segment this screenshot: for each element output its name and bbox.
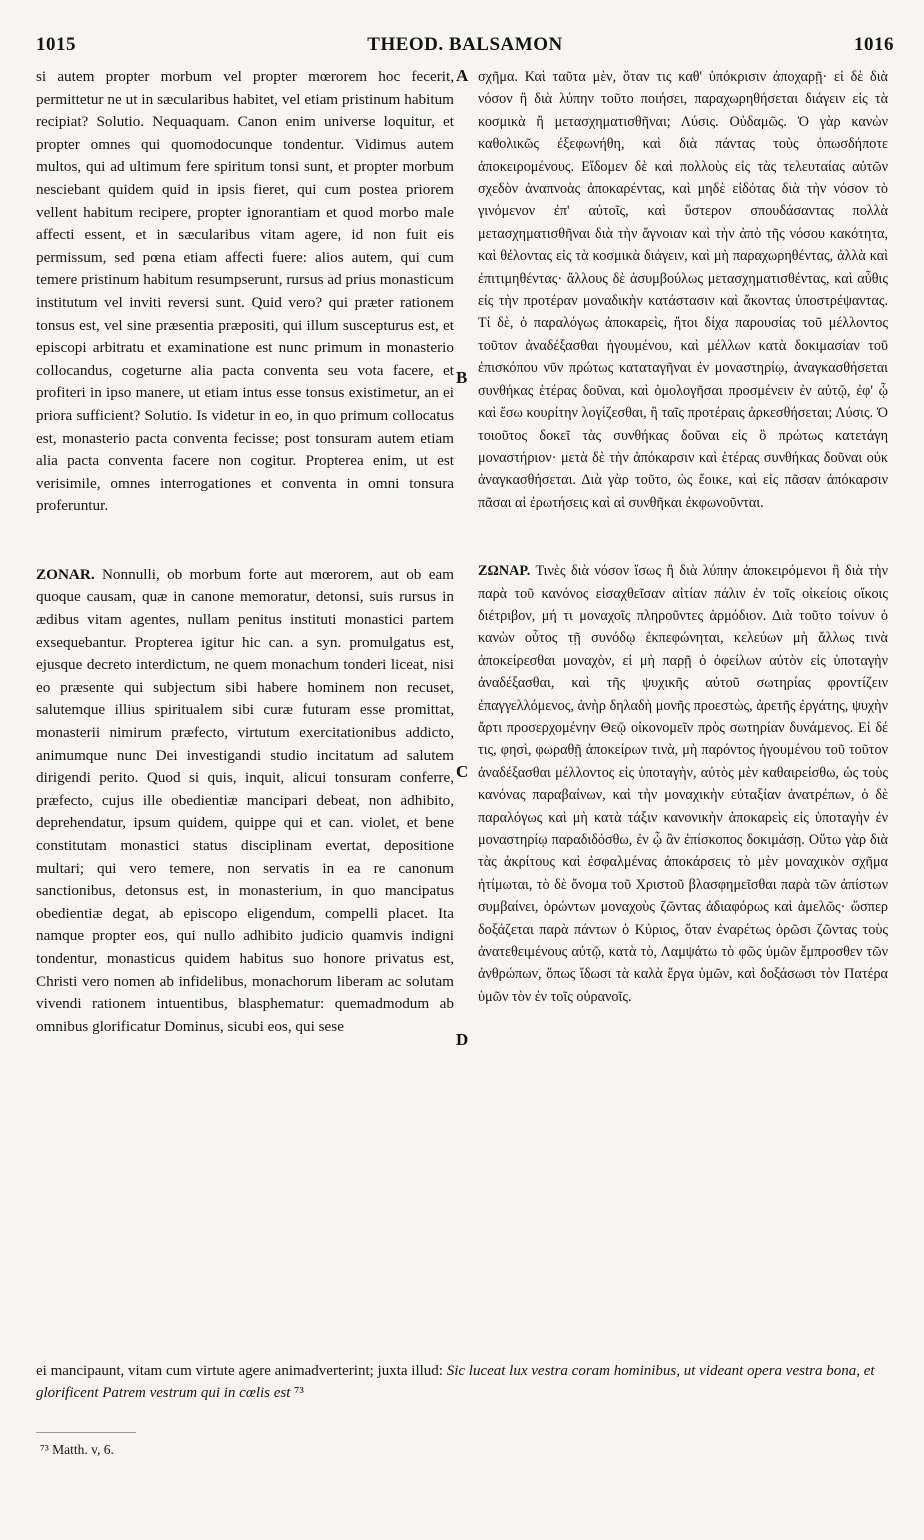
latin-paragraph-zonaras <box>36 564 454 1038</box>
running-title: THEOD. BALSAMON <box>367 34 563 55</box>
margin-marker-d: D <box>456 1030 469 1049</box>
latin-zonaras-text: Nonnulli, ob morbum forte aut mœrorem, aut ob eam quoque causam, quæ in canone memoratur, detonsi, suis rursus in ædibus vitam agentes, nullam penitus instituti monastici partem exsequebantur. Propterea igitur hic can. a syn. promulgatus est, ejusque decreto interdictum, ne quem monachum tonderi liceat, nisi eo præsente qui subjectum sibi habere hominem non recuset, salutemque illius spiritualem sibi curæ futuram esse promittat, monasterii nimirum præfecto, virtutum exercitationibus addicto, animumque nunc Dei investigandi studio incitatum ad salutem dirigendi perito. Quod si quis, inquit, alicui tonsuram conferre, præfecto, cujus ille obedientiæ mancipari debeat, non adhibito, deprehendatur, ipsum quidem, quippe qui et can. violet, et bene constitutam monastici status disciplinam evertat, depositione multari; qui vero temere, non servatis in ea re canonum sanctionibus, detonsus est, in monasterium, in quo mancipatus obedientiæ degat, ab episcopo eligendum, compelli placet. Ita namque propter eos, qui nullo adhibito judicio quamvis indigni tondentur, monasticus quidem habitus suo honore privatus est, Christi vero nomen ab infidelibus, monachorum liberam ac solutam vivendi rationem intuentibus, blasphematur: quemadmodum ab omnibus glorificatur Dominus, sicubi eos, qui sese <box>36 565 454 1035</box>
latin-paragraph-balsamon: si autem propter morbum vel propter mœrorem hoc fecerit, permittetur ne ut in sæcularibus habitet, vel etiam pristinum habitum recipiat? Solutio. Nequaquam. Canon enim universe loquitur, et propter omnes qui quomodocunque tondentur. Vidimus autem multos, qui ad ultimum fere spiritum tonsi sunt, et propter morbum nesciebant quidem quid in ipsis fieret, qui cum postea priorem vellent habitum recipere, propter ignorantiam et quod morbo male affecti essent, et in sæcularibus vitam agere, id non fuit eis permissum, sed pœna etiam affecti fuere: alios autem, qui cum temere pristinum habitum resumpserunt, rursus ad prius monasticum institutum vel inviti reversi sunt. Quid vero? qui præter rationem tonsus est, vel sine præsentia præpositi, qui illum suscepturus est, et episcopi arbitratu et examinatione est nunc primum in monasterio collocandus, cogeturne alia pacta conventa seu vota facere, et profiteri in ipso manere, ut etiam intus esse tonsus existimetur, an ei priora sufficient? Solutio. Is videtur in eo, in quo primum collocatus est, monasterio pacta conventa fecisse; post tonsuram autem etiam alia pacta conventa facere non cogitur. Propterea enim, ut est verisimile, omnes interrogationes et conventa in omni tonsura proferuntur. <box>36 68 454 515</box>
greek-zonaras-text: Τινὲς διὰ νόσον ἴσως ἢ διὰ λύπην ἀποκειρόμενοι ἢ διὰ τὴν παρὰ τοῦ κανόνος εἰσαχθεῖσαν αἰτίαν πάλιν ἐν τοῖς οἰκείοις οἴκοις διέτριβον, μή τι μοναχοῖς πληροῦντες ἁρμόδιον. Διὰ τοῦτο τοίνυν ὁ κανὼν οὗτος τῇ συνόδῳ ἐκπεφώνηται, κελεύων μὴ ἄλλως τινὰ ἀποκείρεσθαι μοναχὸν, εἰ μὴ παρῇ ὁ ὀφείλων αὐτὸν εἰς ὑποταγὴν ἀναδέξασθαι, καὶ τῆς ψυχικῆς αὐτοῦ σωτηρίας φροντίζειν ἐπαγγελλόμενος, ἀνὴρ δηλαδὴ μονῆς προεστὼς, ἀρετῆς ἐργάτης, ψυχὴν ἄρτι προσερχομένην Θεῷ οἰκονομεῖν πρὸς σωτηρίαν δυνάμενος. Εἰ δέ τις, φησὶ, φωραθῇ ἀποκείρων τινὰ, μὴ παρόντος ἡγουμένου τοῦ τοῦτον ἀναδέξασθαι μέλλοντος εἰς ὑποταγὴν, αὐτὸς μὲν καθαιρείσθω, ὡς τοὺς κανόνας παραβαίνων, καὶ τὴν μοναχικὴν εὐταξίαν ἀνατρέπων, ὁ δὲ παραλόγως καὶ μὴ κατὰ τάξιν κανονικὴν ἀποκαρεὶς εἰς ὑποταγὴν ἐν μοναστηρίῳ παραδιδόσθω, ἐν ᾧ ἂν ἐπίσκοπος δοκιμάσῃ. Οὕτω γὰρ διὰ τὰς ἀκρίτους καὶ ἐσφαλμένας ἀποκάρσεις τὸ μὲν μοναχικὸν σχῆμα ἠτίμωται, τὸ δὲ ὄνομα τοῦ Χριστοῦ βλασφημεῖσθαι παρὰ τῶν ἀπίστων συμβαίνει, ὁρώντων μοναχοὺς ζῶντας ἀδιαφόρως καὶ ἀμελῶς· ὥσπερ δοξάζεται παρὰ πάντων ὁ Κύριος, ὅταν ἐναρέτως ὁρῶσι ζῶντας τοὺς ἀνατεθειμένους αὐτῷ, κατὰ τὸ, Λαμψάτω τὸ φῶς ὑμῶν ἔμπροσθεν τῶν ἀνθρώπων, ὅπως ἴδωσι τὰ καλὰ ἔργα ὑμῶν, καὶ δοξάσωσι τὸν Πατέρα ὑμῶν τὸν ἐν τοῖς οὐρανοῖς. <box>478 563 888 1005</box>
continuation-quote: Sic luceat lux vestra coram hominibus, ut videant opera vestra bona, et glorificent Patrem vestrum qui in cœlis est <box>36 1363 875 1401</box>
margin-marker-c: C <box>456 762 469 781</box>
continuation-line <box>36 1360 896 1404</box>
footnote: ⁷³ Matth. v, 6. <box>40 1442 114 1457</box>
greek-column <box>478 66 888 1018</box>
margin-marker-a: A <box>456 66 469 85</box>
continuation-text: ei mancipaunt, vitam cum virtute agere animadverterint; juxta illud: <box>36 1363 447 1379</box>
greek-paragraph-zonaras <box>478 560 888 1008</box>
page-number-left: 1015 <box>36 34 76 55</box>
greek-paragraph-balsamon: σχῆμα. Καὶ ταῦτα μὲν, ὅταν τις καθ' ὑπόκρισιν ἀποχαρῇ· εἰ δὲ διὰ νόσον ἢ διὰ λύπην τοῦτο ποιήσει, παραχωρηθήσεται διάγειν εἰς τὰ κοσμικὰ ἢ μετασχηματισθῆναι; Λύσις. Οὐδαμῶς. Ὁ γὰρ κανὼν καθολικῶς ἐξεφωνήθη, καὶ διὰ πάντας τοὺς ὁπωσδήποτε ἀποκειρομένους. Εἴδομεν δὲ καὶ πολλοὺς εἰς τὰς τελευταίας αὐτῶν σχεδὸν ἀναπνοὰς ἀποκαρέντας, καὶ μηδὲ εἰδότας διὰ τὴν νόσον τὸ γινόμενον ἐπ' αὐτοῖς, καὶ ὕστερον σπουδάσαντας πολλὰ μετασχηματισθῆναι διὰ τὴν ἄγνοιαν καὶ τὴν ἀπὸ τῆς νόσου κακότητα, καὶ θέλοντας εἰς τὰ κοσμικὰ διάγειν, καὶ μὴ παραχωρηθέντας, ἀλλὰ καὶ ἐπιτιμηθέντας· ἄλλους δὲ ἀσυμβούλως μετασχηματισθέντας, καὶ αὖθις εἰς τὴν προτέραν μοναδικὴν κατάστασιν καὶ ἄκοντας ὑποστρέψαντας. Τί δὲ, ὁ παραλόγως ἀποκαρεὶς, ἤτοι δίχα παρουσίας τοῦ μέλλοντος τοῦτον ἀναδέξασθαι ἡγουμένου, καὶ μέλλων κατὰ δοκιμασίαν τοῦ ἐπισκόπου νῦν πρώτως καταταγῆναι ἐν μοναστηρίῳ, ἀναγκασθήσεται συνθήκας ἑτέρας δοῦναι, καὶ ὁμολογῆσαι προσμένειν ἐν αὐτῷ, ἐφ' ᾧ καὶ ἔσω κουρίτην λογίζεσθαι, ἢ ταῖς προτέραις ἀρκεσθήσεται; Λύσις. Ὁ τοιοῦτος δοκεῖ τὰς συνθήκας δοῦναι εἰς ὃ πρώτως κατετάγη μοναστήριον· μετὰ δὲ τὴν ἀπόκαρσιν καὶ ἑτέρας συνθήκας δοῦναι οὐκ ἀναγκασθήσεται. Διὰ γὰρ τοῦτο, ὡς ἔοικε, καὶ εἰς πᾶσαν ἀπόκαρσιν πᾶσαι αἱ ἐρωτήσεις καὶ αἱ συνθῆκαι ἐκφωνοῦνται. <box>478 69 888 511</box>
latin-column <box>36 66 454 1048</box>
footnote-separator <box>36 1432 136 1433</box>
margin-marker-b: B <box>456 368 468 387</box>
greek-zonaras-label: ΖΩΝΑΡ. <box>478 563 531 580</box>
page-number-right: 1016 <box>854 34 894 55</box>
page-header <box>36 34 894 60</box>
latin-zonaras-label: ZONAR. <box>36 565 95 583</box>
continuation-ref: ⁷³ <box>290 1385 304 1401</box>
